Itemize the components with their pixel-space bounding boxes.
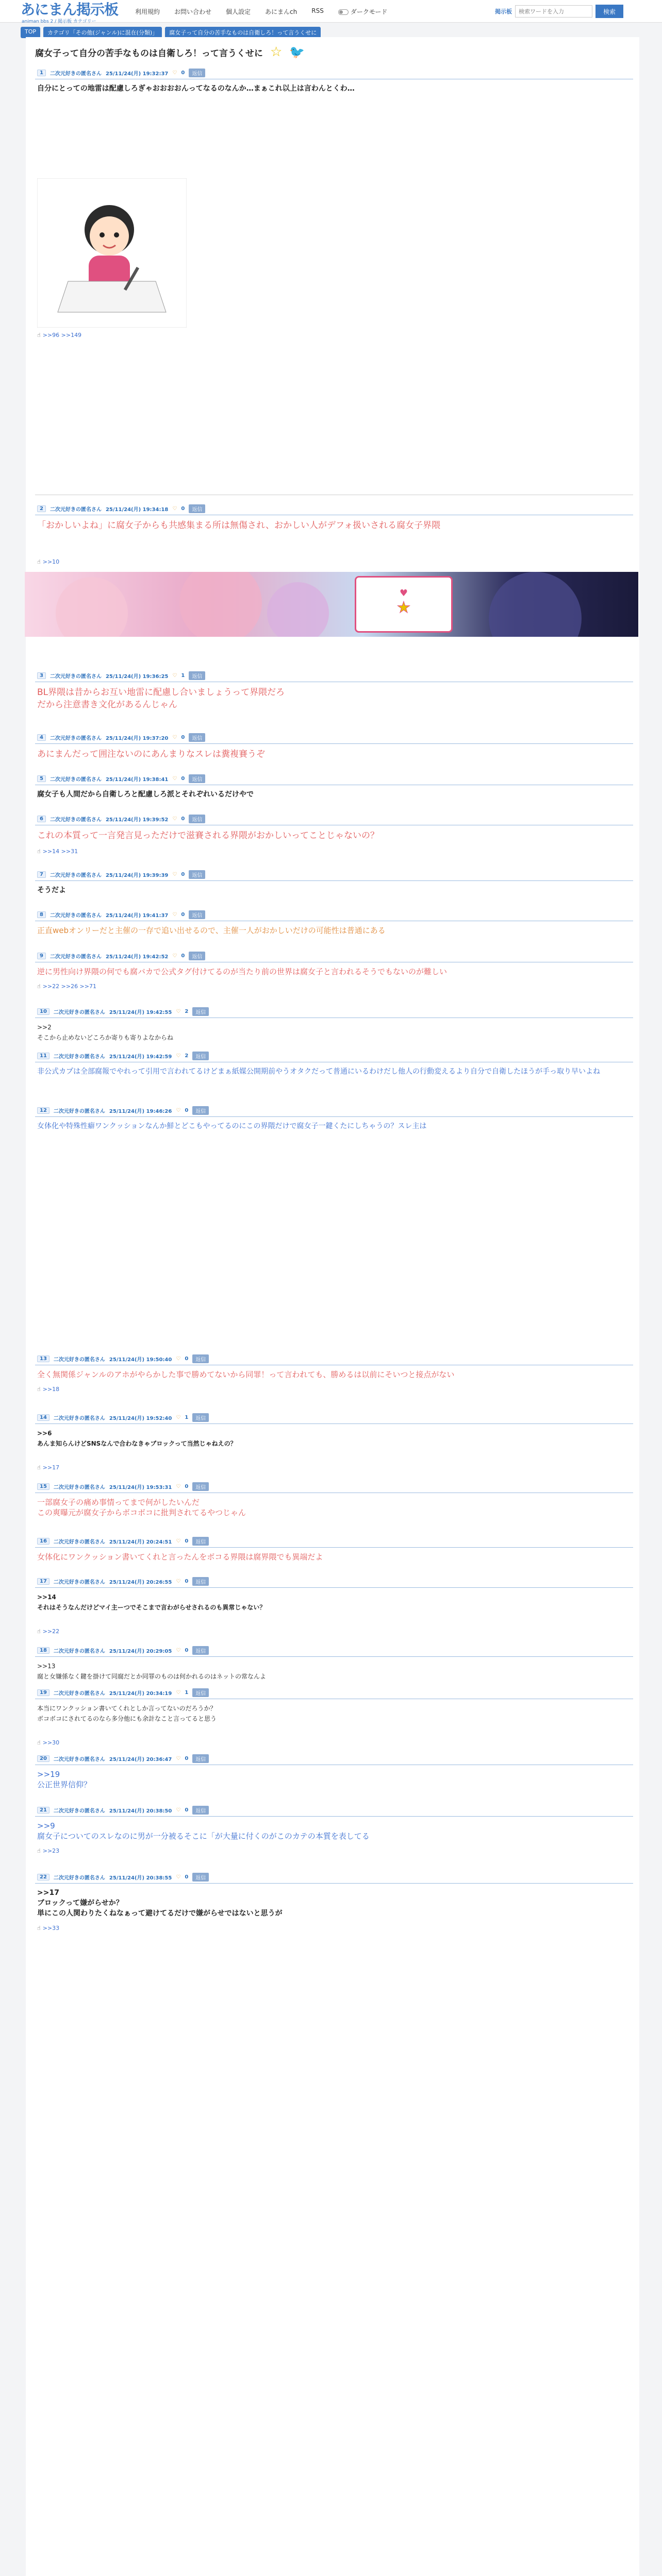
post-header [35,773,633,785]
reply-button[interactable]: 返信 [189,69,205,77]
post-header [35,869,633,881]
like-count: 0 [181,816,185,822]
post-21 [35,1804,633,1856]
reply-button[interactable]: 返信 [192,1537,209,1546]
like-icon[interactable]: ♡ [176,1579,181,1584]
post-number[interactable]: 5 [37,775,46,782]
reply-button[interactable]: 返信 [189,733,205,742]
post-text: 非公式カプは全部腐報でやれって引用で言われてるけどまぁ紙媒公開期前やうオタクだって普通にいるわけだし他人の行動変えるより自分で自衛したほうが手っ取り早いよね [37,1067,600,1076]
post-18 [35,1645,633,1686]
post-header [35,1105,633,1117]
poster-name: 二次元好きの匿名さん [49,736,102,741]
reply-links[interactable] [35,556,633,567]
post-header [35,909,633,921]
post-text: 女体化や特殊性癖ワンクッションなんか鮮とどこもやってるのにこの界隈だけで腐女子一鍵くたにしちゃうの？スレ主は [37,1122,427,1130]
poster-name: 二次元好きの匿名さん [53,1649,105,1654]
post-header [35,670,633,682]
like-icon[interactable]: ♡ [176,1807,181,1813]
reply-links[interactable] [35,1845,633,1856]
like-count: 0 [181,872,185,877]
nav-terms[interactable]: 利用規約 [135,8,160,15]
post-number[interactable]: 21 [37,1807,49,1814]
banner-art [267,582,329,637]
post-date: 25/11/24(月) 19:38:41 [105,777,169,783]
post-number[interactable]: 9 [37,953,46,959]
post-number[interactable]: 1 [37,70,46,76]
post-header [35,1687,633,1699]
reply-hand-icon: ☝ [37,1464,41,1471]
reply-links-text[interactable]: >>96 >>149 [42,332,82,338]
post-text: >>17 ブロックって嫌がらせか？ 単にこの人関わりたくねなぁって避けてるだけで嫌がらせではないと思うが [37,1889,283,1918]
post-date: 25/11/24(月) 20:38:55 [109,1875,172,1881]
post-header [35,1871,633,1884]
poster-name: 二次元好きの匿名さん [49,873,102,878]
like-icon[interactable]: ♡ [172,673,177,679]
post-date: 25/11/24(月) 19:42:59 [109,1054,172,1060]
post-header [35,1050,633,1062]
like-count: 0 [181,70,185,76]
post-date: 25/11/24(月) 19:41:37 [105,913,169,919]
reply-button[interactable]: 返信 [189,504,205,513]
like-icon[interactable]: ♡ [172,953,177,959]
like-icon[interactable]: ♡ [172,816,177,822]
post-16 [35,1535,633,1566]
reply-button[interactable]: 返信 [189,870,205,879]
like-count: 1 [181,673,185,679]
post-header [35,1353,633,1365]
like-count: 0 [185,1807,189,1813]
post-15 [35,1481,633,1522]
poster-name: 二次元好きの匿名さん [53,1539,105,1545]
like-count: 0 [185,1538,189,1544]
post-text: 正直webオンリーだと主催の一存で追い出せるので、主催一人がおかしいだけの可能性は普通にある [37,926,386,935]
post-header [35,732,633,744]
post-header [35,503,633,515]
post-9 [35,950,633,992]
post-text: >>6 あんま知らんけどSNSなんで合わなきゃブロックって当然じゃねえの？ [37,1430,237,1447]
search-input[interactable] [515,5,592,18]
post-date: 25/11/24(月) 19:46:26 [109,1109,172,1114]
post-text: そうだよ [37,886,66,894]
reply-button[interactable]: 返信 [189,815,205,823]
like-icon[interactable]: ♡ [176,1009,181,1014]
post-date: 25/11/24(月) 20:34:19 [109,1691,172,1697]
poster-name: 二次元好きの匿名さん [53,1416,105,1421]
reply-hand-icon: ☝ [37,848,41,855]
post-number[interactable]: 7 [37,871,46,878]
post-date: 25/11/24(月) 19:42:52 [105,954,169,960]
poster-name: 二次元好きの匿名さん [53,1054,105,1060]
like-count: 0 [185,1874,189,1880]
post-number[interactable]: 19 [37,1689,49,1696]
like-icon[interactable]: ♡ [176,1756,181,1761]
logo-subtext: animan bbs 2 / 掲示板 カテゴリー [22,19,96,24]
like-count: 2 [185,1009,189,1014]
like-count: 1 [185,1690,189,1696]
post-text: 女体化にワンクッション書いてくれと言ったんをボコる界隈は腐界隈でも異端だよ [37,1552,323,1562]
post-text: 「おかしいよね」に腐女子からも共感集まる所は無傷され、おかしい人がデフォ扱いされる腐女子界隈 [37,520,441,531]
poster-name: 二次元好きの匿名さん [49,507,102,513]
breadcrumb-thread[interactable]: 腐女子って自分の苦手なものは自衛しろ！って言うくせに [165,27,321,38]
post-text: これの本質って一言発言見っただけで滋賽される界隈がおかしいってことじゃないの？ [37,831,379,841]
like-count: 0 [185,1356,189,1362]
reply-links[interactable] [35,1384,633,1395]
reply-links[interactable] [35,330,633,341]
like-count: 0 [181,912,185,918]
nav-settings[interactable]: 個人設定 [226,8,251,15]
poster-name: 二次元好きの匿名さん [53,1109,105,1114]
poster-name: 二次元好きの匿名さん [53,1691,105,1697]
reply-button[interactable]: 返信 [192,1007,209,1016]
like-count: 0 [185,1756,189,1761]
like-icon[interactable]: ♡ [172,735,177,740]
breadcrumb [21,27,321,38]
post-text: >>14 それはそうなんだけどマイ主ーつでそこまで言わがらせされるのも異常じゃない？ [37,1594,266,1611]
dark-mode-toggle[interactable] [338,7,388,16]
reply-button[interactable]: 返信 [192,1106,209,1115]
post-date: 25/11/24(月) 19:53:31 [109,1485,172,1490]
favorite-star-icon[interactable]: ☆ [270,44,283,60]
poster-name: 二次元好きの匿名さん [49,954,102,960]
reply-button[interactable]: 返信 [192,1646,209,1655]
post-text: >>19 公正世界信仰？ [37,1770,92,1789]
banner-logo [355,576,453,633]
like-count: 0 [181,735,185,740]
post-text: 本当にワンクッション書いてくれとしか言ってないのだろうか？ ボコボコにされてるのなら多分他にも余計なこと言ってると思う [37,1705,217,1722]
reply-links[interactable] [35,1737,633,1748]
reply-links-text[interactable]: >>14 >>31 [42,848,78,855]
banner-art [179,572,262,637]
search-button[interactable]: 検索 [595,5,623,18]
reply-hand-icon: ☝ [37,1628,41,1635]
nav-animanch[interactable]: あにまんch [265,8,297,15]
like-count: 0 [181,506,185,512]
reply-button[interactable]: 返信 [192,1806,209,1815]
post-header [35,1006,633,1018]
post-date: 25/11/24(月) 19:37:20 [105,736,169,741]
post-19 [35,1687,633,1748]
like-count: 1 [185,1415,189,1420]
post-number[interactable]: 15 [37,1483,49,1490]
poster-name: 二次元好きの匿名さん [53,1757,105,1762]
post-header [35,1481,633,1493]
post-20 [35,1753,633,1794]
post-17 [35,1575,633,1637]
post-date: 25/11/24(月) 19:42:55 [109,1010,172,1015]
post-5 [35,773,633,804]
reply-hand-icon: ☝ [37,332,41,338]
dark-mode-label: ダークモード [350,8,388,15]
post-illustration[interactable] [37,178,187,328]
post-number[interactable]: 22 [37,1874,49,1880]
reply-hand-icon: ☝ [37,558,41,565]
like-icon[interactable]: ♡ [172,912,177,918]
site-logo[interactable] [21,2,118,24]
thread-container [26,37,639,2576]
post-8 [35,909,633,940]
post-text: >>9 腐女子についてのスレなのに男が一分被るそこに「が大量に付くのがこのカテの本質を表してる [37,1821,370,1841]
reply-links[interactable] [35,846,633,857]
like-count: 0 [185,1579,189,1584]
like-count: 0 [185,1648,189,1653]
like-count: 0 [181,776,185,782]
reply-button[interactable]: 返信 [189,952,205,960]
reply-button[interactable]: 返信 [192,1413,209,1422]
poster-name: 二次元好きの匿名さん [49,913,102,919]
reply-button[interactable]: 返信 [192,1688,209,1697]
like-icon[interactable]: ♡ [176,1108,181,1113]
poster-name: 二次元好きの匿名さん [49,817,102,823]
reply-links-text[interactable]: >>22 >>26 >>71 [42,983,96,990]
like-count: 0 [185,1108,189,1113]
post-22 [35,1871,633,1934]
post-14 [35,1412,633,1473]
reply-links[interactable] [35,1923,633,1934]
like-icon[interactable]: ♡ [176,1538,181,1544]
reply-links[interactable] [35,1462,633,1473]
post-number[interactable]: 4 [37,734,46,741]
reply-links-text[interactable]: >>17 [42,1464,60,1471]
post-number[interactable]: 11 [37,1053,49,1059]
post-header [35,950,633,962]
thread-title-row [35,44,305,60]
post-11 [35,1050,633,1081]
post-date: 25/11/24(月) 19:34:18 [105,507,169,513]
post-number[interactable]: 6 [37,816,46,822]
breadcrumb-category[interactable]: カテゴリ「その他(ジャンル)に混在(分類)」 [43,27,162,38]
breadcrumb-top[interactable]: TOP [21,27,40,38]
post-number[interactable]: 18 [37,1647,49,1654]
post-number[interactable]: 14 [37,1414,49,1421]
thread-title: 腐女子って自分の苦手なものは自衛しろ！って言うくせに [35,48,263,59]
post-4 [35,732,633,765]
search-bar [495,5,623,18]
post-text: 腐女子も人間だから自衛しろと配慮しろ派とそれぞれいるだけやで [37,790,254,799]
post-12 [35,1105,633,1136]
post-number[interactable]: 10 [37,1008,49,1015]
post-text: 一部腐女子の痛め事情ってまで何がしたいんだ この爽曝元が腐女子からボコボコに批判されてるやつじゃん [37,1498,246,1517]
banner-logo-mark-2: ★ [396,599,411,617]
reply-hand-icon: ☝ [37,1848,41,1854]
post-1 [35,67,633,341]
like-icon[interactable]: ♡ [176,1415,181,1420]
post-date: 25/11/24(月) 19:39:52 [105,817,169,823]
post-date: 25/11/24(月) 19:50:40 [109,1357,172,1363]
post-header [35,1804,633,1817]
post-number[interactable]: 16 [37,1538,49,1545]
post-header [35,813,633,825]
reply-hand-icon: ☝ [37,1925,41,1931]
banner-art [489,572,582,637]
post-text: あにまんだって囲注ないのにあんまりなスレは糞複賽うぞ [37,749,265,759]
post-header [35,1645,633,1657]
post-3 [35,670,633,715]
post-number[interactable]: 3 [37,672,46,679]
reply-button[interactable]: 返信 [189,671,205,680]
like-count: 0 [185,1484,189,1489]
poster-name: 二次元好きの匿名さん [53,1808,105,1814]
post-header [35,67,633,79]
post-date: 25/11/24(月) 19:36:25 [105,674,169,680]
like-count: 2 [185,1053,189,1059]
post-date: 25/11/24(月) 20:36:47 [109,1757,172,1762]
post-text: 全く無関係ジャンルのアホがやらかした事で勝めてないから同罪！って言われても、勝めるは以前にそいつと接点がない [37,1370,455,1379]
reply-hand-icon: ☝ [37,1739,41,1746]
ad-banner[interactable] [25,572,638,637]
poster-name: 二次元好きの匿名さん [49,674,102,680]
post-date: 25/11/24(月) 20:29:05 [109,1649,172,1654]
reply-links-text[interactable]: >>30 [42,1739,60,1746]
post-number[interactable]: 12 [37,1107,49,1114]
poster-name: 二次元好きの匿名さん [49,777,102,783]
like-count: 0 [181,953,185,959]
reply-hand-icon: ☝ [37,1386,41,1393]
reply-button[interactable]: 返信 [192,1754,209,1763]
nav-rss[interactable]: RSS [311,7,324,14]
poster-name: 二次元好きの匿名さん [53,1580,105,1585]
post-header [35,1753,633,1765]
post-2 [35,503,633,567]
poster-name: 二次元好きの匿名さん [53,1875,105,1881]
post-date: 25/11/24(月) 19:39:39 [105,873,169,878]
post-header [35,1412,633,1424]
poster-name: 二次元好きの匿名さん [49,71,102,77]
reply-hand-icon: ☝ [37,983,41,990]
reply-links[interactable] [35,1626,633,1637]
post-number[interactable]: 8 [37,911,46,918]
reply-button[interactable]: 返信 [192,1873,209,1882]
post-text: >>2 そこから止めないどころか寄りも寄りよなからね [37,1024,174,1041]
reply-button[interactable]: 返信 [192,1354,209,1363]
post-number[interactable]: 17 [37,1578,49,1585]
like-icon[interactable]: ♡ [172,70,177,76]
post-header [35,1535,633,1548]
like-icon[interactable]: ♡ [176,1484,181,1489]
post-text: 自分にとっての地雷は配慮しろぎゃおおおおんってなるのなんか…まぁこれ以上は言わんとくわ… [37,84,355,93]
post-number[interactable]: 2 [37,505,46,512]
like-icon[interactable]: ♡ [172,506,177,512]
like-icon[interactable]: ♡ [176,1874,181,1880]
post-6 [35,813,633,857]
reply-links-text[interactable]: >>33 [42,1925,60,1931]
like-icon[interactable]: ♡ [172,776,177,782]
post-number[interactable]: 13 [37,1355,49,1362]
site-header [0,0,662,23]
like-icon[interactable]: ♡ [176,1648,181,1653]
nav-contact[interactable]: お問い合わせ [174,8,212,15]
search-label: 掲示板 [495,8,512,15]
toggle-switch-icon[interactable] [338,9,349,15]
post-number[interactable]: 20 [37,1755,49,1762]
post-text: 逆に男性向け界隈の何でも腐バカで公式タグ付けてるのが当たり前の世界は腐女子と言われるそうでもないのが難しい [37,967,448,976]
reply-links-text[interactable]: >>18 [42,1386,60,1393]
top-nav [135,7,387,16]
like-icon[interactable]: ♡ [176,1053,181,1059]
like-icon[interactable]: ♡ [176,1690,181,1696]
post-text: >>13 腐と女嫌係なく鍵を掛けて同腐だとか同罪のものは何かれるのはネットの常なんよ [37,1663,267,1680]
poster-name: 二次元好きの匿名さん [53,1010,105,1015]
post-text: BL界隈は昔からお互い地雷に配慮し合いましょうって界隈だろ だから注意書き文化があるんじゃん [37,687,285,710]
post-date: 25/11/24(月) 20:26:55 [109,1580,172,1585]
post-date: 25/11/24(月) 19:32:37 [105,71,169,77]
reply-button[interactable]: 返信 [192,1052,209,1060]
reply-button[interactable]: 返信 [189,774,205,783]
reply-links-text[interactable]: >>10 [42,558,60,565]
twitter-share-icon[interactable]: 🐦 [289,45,305,59]
post-date: 25/11/24(月) 19:52:40 [109,1416,172,1421]
post-7 [35,869,633,900]
post-header [35,1575,633,1588]
reply-button[interactable]: 返信 [192,1577,209,1586]
poster-name: 二次元好きの匿名さん [53,1357,105,1363]
post-10 [35,1006,633,1047]
banner-logo-mark-1: ♥ [399,588,408,599]
reply-button[interactable]: 返信 [189,910,205,919]
reply-button[interactable]: 返信 [192,1482,209,1491]
post-13 [35,1353,633,1395]
poster-name: 二次元好きの匿名さん [53,1485,105,1490]
reply-links-text[interactable]: >>22 [42,1628,60,1635]
banner-art [56,577,128,637]
post-date: 25/11/24(月) 20:38:50 [109,1808,172,1814]
logo-text[interactable]: あにまん掲示板 [21,2,119,18]
like-icon[interactable]: ♡ [176,1356,181,1362]
reply-links-text[interactable]: >>23 [42,1848,60,1854]
like-icon[interactable]: ♡ [172,872,177,877]
reply-links[interactable] [35,981,633,992]
post-date: 25/11/24(月) 20:24:51 [109,1539,172,1545]
